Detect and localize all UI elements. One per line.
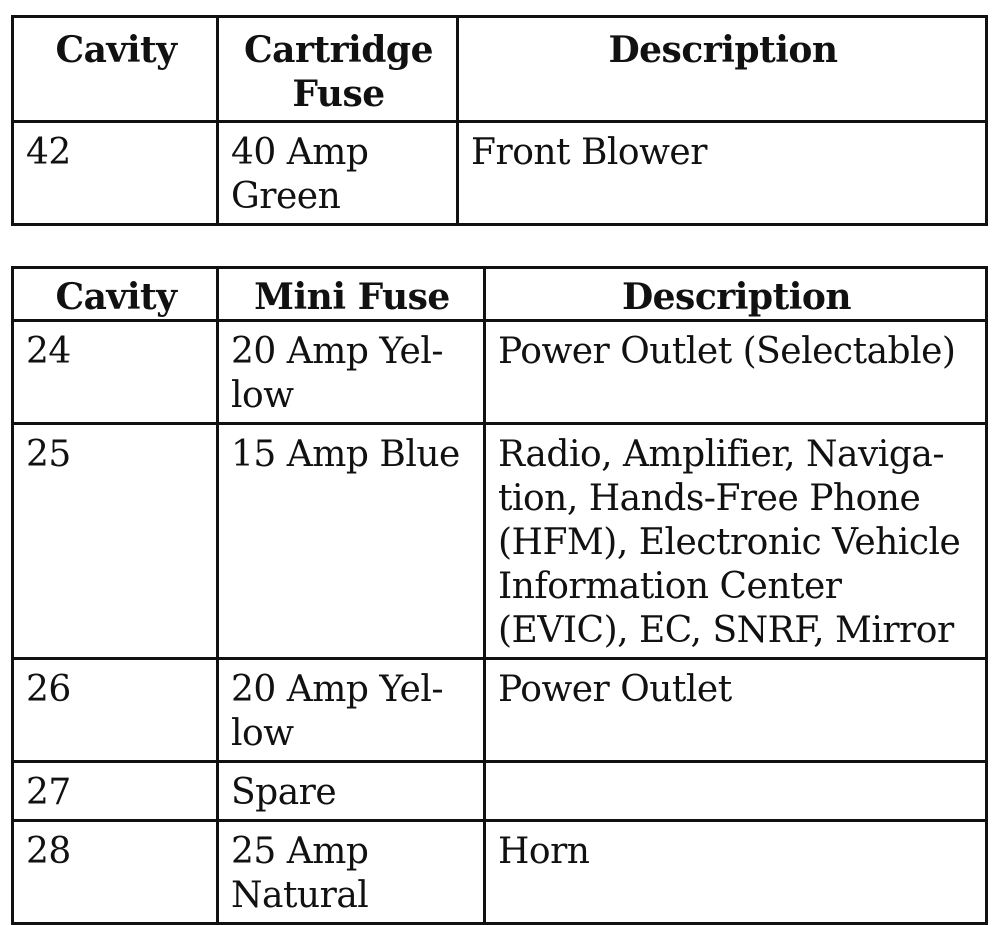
cell-cavity: 26	[13, 659, 218, 762]
header-mini-fuse: Mini Fuse	[218, 268, 485, 321]
cell-fuse: 15 Amp Blue	[218, 424, 485, 659]
mini-fuse-table	[11, 266, 988, 925]
cell-description: Power Outlet	[485, 659, 987, 762]
cell-description: Radio, Amplifier, Naviga-tion, Hands-Free Phone (HFM), Electronic Vehicle Information Center (EVIC), EC, SNRF, Mirror	[485, 424, 987, 659]
header-cavity: Cavity	[13, 268, 218, 321]
cell-fuse: Spare	[218, 762, 485, 821]
header-cartridge-fuse: Cartridge Fuse	[218, 17, 458, 122]
table-header-row	[13, 268, 987, 321]
header-cavity: Cavity	[13, 17, 218, 122]
header-description: Description	[485, 268, 987, 321]
cell-cavity: 27	[13, 762, 218, 821]
cell-cavity: 25	[13, 424, 218, 659]
cell-fuse: 20 Amp Yel-low	[218, 659, 485, 762]
cell-description: Front Blower	[458, 122, 987, 225]
cartridge-fuse-table	[11, 15, 988, 226]
table-row	[13, 321, 987, 424]
table-row	[13, 659, 987, 762]
cell-description	[485, 762, 987, 821]
cell-fuse: 40 Amp Green	[218, 122, 458, 225]
table-row	[13, 821, 987, 924]
cell-cavity: 28	[13, 821, 218, 924]
cell-description: Horn	[485, 821, 987, 924]
cell-fuse: 25 Amp Natural	[218, 821, 485, 924]
cell-cavity: 24	[13, 321, 218, 424]
table-row	[13, 762, 987, 821]
cell-fuse: 20 Amp Yel-low	[218, 321, 485, 424]
cell-description: Power Outlet (Selectable)	[485, 321, 987, 424]
table-row	[13, 122, 987, 225]
table-header-row	[13, 17, 987, 122]
header-description: Description	[458, 17, 987, 122]
table-row	[13, 424, 987, 659]
cell-cavity: 42	[13, 122, 218, 225]
